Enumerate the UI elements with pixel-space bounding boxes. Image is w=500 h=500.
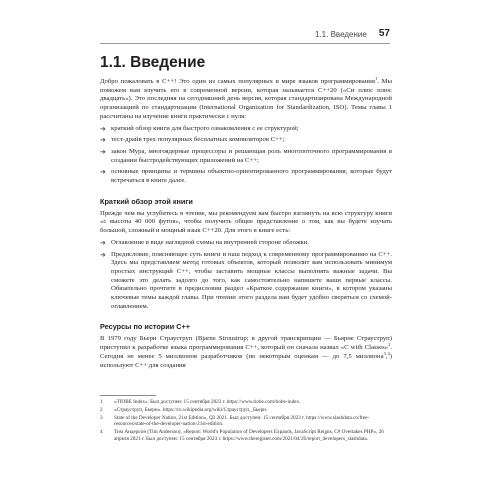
page-header	[100, 29, 390, 42]
list-item-text: Оглавление в виде наглядной схемы на внутренней стороне обложки.	[111, 238, 309, 246]
resources-paragraph: В 1979 году Бьерн Страуструп (Bjarne Stroustrup; в другой транскрипции — Бьярне Страуструп) приступил к разработке языка программирования C++, который он сначала назвал «C with Classes»$^2$. Сегодня не менее 5 миллионов разработчиков (по некоторым оценкам — до 7,5 миллиона$^3$,$^4$) используют C++ для создания	[100, 335, 392, 369]
arrow-bullet-icon: ➜	[100, 250, 106, 259]
list-item	[100, 239, 392, 248]
resources-text-2: . Сегодня не менее 5 миллионов разработчиков (по некоторым оценкам — до 7,5 миллиона	[100, 344, 392, 360]
footnote-text: Тим Андерсон (Tim Anderson), «Report: World's Population of Developers Expands, JavaScript Reigns, C# Overtakes PHP», 26 апреля 2021 г. Был доступен: 15 сентября 2023 г. https://www.theregister.com/2021/04/26/report_developers_slashdata.	[114, 429, 384, 442]
footnote-text: State of the Developer Nation, 21st Edition», Q3 2021. Был доступен: 15 сентября 2023 г. https://www.slashdata.co/free-resources/state-of-the-developer-nation-21st-edition.	[114, 414, 370, 428]
list-item	[100, 136, 392, 145]
running-header-title: 1.1. Введение	[315, 30, 367, 39]
footnote	[100, 407, 392, 413]
intro-bullet-list	[100, 125, 392, 186]
footnote-ref-2: 2	[388, 341, 391, 347]
list-item-text: тест-драйв трех популярных бесплатных компиляторов C++;	[111, 136, 285, 144]
list-item	[100, 148, 392, 165]
intro-text-2: . Мы поможем вам изучить его в современной версии, которая называется C++20 («Си плюс плюс двадцать»). Это последняя на сегодняшний день версия, которая стандартизирована Международной организацией по стандартизации (International Organization for Standardization, ISO). Темы главы 1 рассчитаны на изучение книги практически с нуля:	[100, 78, 392, 120]
header-rule	[100, 43, 390, 44]
list-item-text: краткий обзор книги для быстрого ознакомления с ее структурой;	[111, 124, 299, 132]
list-item	[100, 251, 392, 312]
list-item	[100, 125, 392, 134]
list-item	[100, 168, 392, 185]
footnotes	[100, 399, 392, 443]
resources-text-3: ) используют C++ для создания	[100, 352, 392, 369]
resources-text-1: В 1979 году Бьерн Страуструп (Bjarne Stroustrup; в другой транскрипции — Бьярне Страуструп) приступил к разработке языка программирования C++, который он сначала назвал «C with Classes»	[100, 335, 392, 352]
footnote	[100, 429, 392, 442]
arrow-bullet-icon: ➜	[100, 238, 106, 247]
footnote-text: «Страуструп, Бьерн». https://ru.wikipedia.org/wiki/Страуструп,_Бьерн.	[114, 406, 268, 413]
section-title: 1.1. Введение	[100, 54, 206, 71]
main-content	[100, 54, 392, 370]
resources-heading: Ресурсы по истории C++	[100, 322, 191, 332]
list-item-text: Предисловие, поясняющее суть книги и наш подход к современному программированию на C++. Здесь мы представляем метод готовых объектов, который позволит вам использовать минимум простых инструкций C++, чтобы заставить мощные классы выполнять важные задачи. Вы сможете это делать задолго до того, как самостоятельно напишете ваши первые классы. Обязательно прочтите в предисловии раздел «Краткое содержание книги», в котором указаны ключевые темы каждой главы. При чтении этого раздела вам будет удобно сверяться со схемой-оглавлением.	[111, 250, 392, 310]
footnote	[100, 415, 392, 428]
list-item-text: основные принципы и термины объектно-ориентированного программирования, которые будут встречаться в книге далее.	[111, 168, 392, 185]
list-item-text: закон Мура, многоядерные процессоры и решающая роль многопоточного программирования в создании быстродействующих приложений на C++;	[111, 147, 392, 164]
footnote-number: 2	[100, 406, 103, 413]
footnote-number: 3	[100, 414, 103, 421]
overview-bullet-list	[100, 239, 392, 312]
footnote-text: «TIOBE Index». Был доступен: 15 сентября 2023 г. https://www.tiobe.com/tiobe-index.	[114, 399, 301, 405]
footnote-number: 4	[100, 429, 103, 436]
arrow-bullet-icon: ➜	[100, 168, 106, 177]
arrow-bullet-icon: ➜	[100, 136, 106, 145]
footnote-ref-1: 1	[374, 75, 378, 81]
page-number: 57	[378, 28, 390, 39]
overview-paragraph: Прежде чем вы углубитесь в чтение, мы рекомендуем вам быстро взглянуть на всю структуру книги «с высоты 40 000 футов», чтобы получить общее представление о том, как вы будете изучать большой, сложный и мощный язык C++20. Для этого в книге есть:	[100, 209, 392, 235]
intro-paragraph	[100, 75, 392, 122]
footnote-rule	[100, 395, 156, 396]
overview-heading: Краткий обзор этой книги	[100, 196, 193, 206]
footnote	[100, 399, 392, 405]
arrow-bullet-icon: ➜	[100, 124, 106, 133]
intro-text-1: Добро пожаловать в C++! Это один из самых популярных в мире языков программирования	[100, 78, 375, 85]
arrow-bullet-icon: ➜	[100, 147, 106, 156]
footnote-ref-3: 3	[383, 350, 386, 356]
footnote-ref-4: 4	[387, 350, 390, 356]
footnote-number: 1	[100, 399, 103, 405]
